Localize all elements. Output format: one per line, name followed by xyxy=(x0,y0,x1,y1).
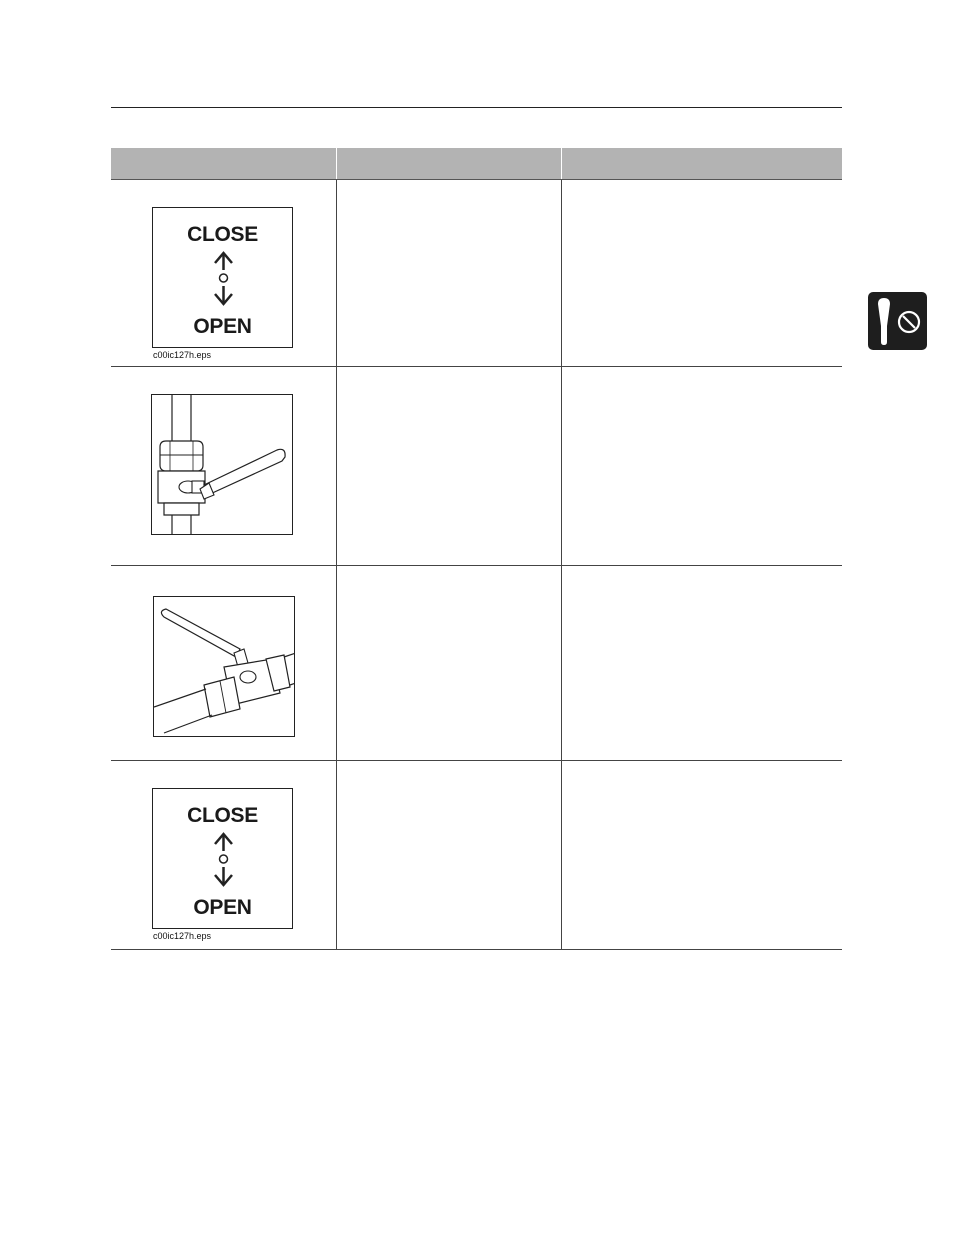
sign-close-label: CLOSE xyxy=(187,804,258,827)
header-cell-1 xyxy=(111,148,336,179)
vertical-valve-icon xyxy=(152,395,293,535)
table-row xyxy=(111,566,842,761)
notes-cell xyxy=(561,566,842,760)
valve-table xyxy=(111,148,842,950)
sign-open-label: OPEN xyxy=(193,315,252,338)
header-cell-3 xyxy=(561,148,842,179)
vertical-ball-valve-illustration xyxy=(151,394,293,535)
figure-caption: c00ic127h.eps xyxy=(153,350,212,360)
sign-open-label: OPEN xyxy=(193,896,252,919)
close-open-sign xyxy=(152,207,293,348)
description-cell xyxy=(336,761,561,949)
table-header xyxy=(111,148,842,180)
table-row xyxy=(111,180,842,367)
figure-caption: c00ic127h.eps xyxy=(153,931,212,941)
description-cell xyxy=(336,566,561,760)
sign-close-label: CLOSE xyxy=(187,223,258,246)
description-cell xyxy=(336,180,561,366)
horizontal-ball-valve-illustration xyxy=(153,596,295,737)
header-cell-2 xyxy=(336,148,561,179)
figure-cell xyxy=(111,761,336,949)
figure-cell xyxy=(111,180,336,366)
description-cell xyxy=(336,367,561,565)
table-row xyxy=(111,367,842,566)
notes-cell xyxy=(561,761,842,949)
notes-cell xyxy=(561,180,842,366)
lever-stop-icon xyxy=(868,292,927,350)
horizontal-valve-icon xyxy=(154,597,295,737)
section-tab xyxy=(868,292,927,350)
notes-cell xyxy=(561,367,842,565)
close-open-sign xyxy=(152,788,293,929)
table-row xyxy=(111,761,842,950)
top-rule xyxy=(111,107,842,108)
figure-cell xyxy=(111,566,336,760)
figure-cell xyxy=(111,367,336,565)
